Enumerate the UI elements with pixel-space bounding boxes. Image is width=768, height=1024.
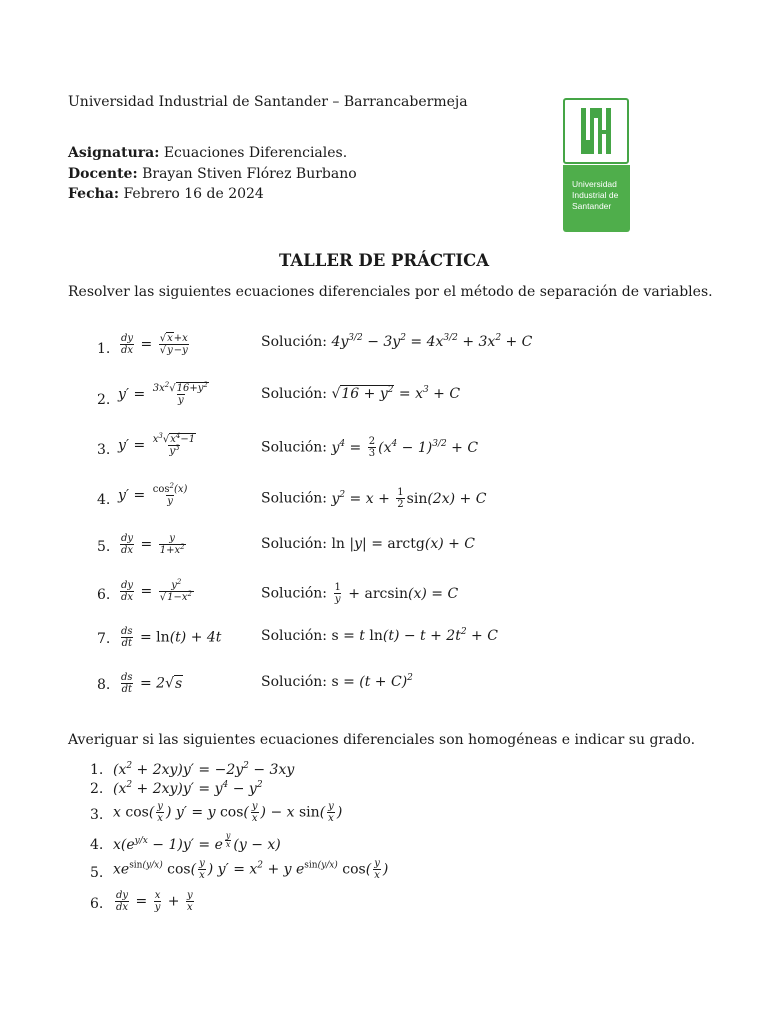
- s1-solution-4: Solución: $y^2 = x$ + $\frac{1}{2}$ sin(2x) + C: [261, 487, 487, 510]
- solution-label: Solución:: [261, 334, 327, 350]
- s1-number-4: 4.: [97, 492, 111, 508]
- logo-line-3: Santander: [572, 201, 612, 211]
- section1-instruction: Resolver las siguientes ecuaciones diferenciales por el método de separación de variables.: [68, 284, 713, 300]
- solution-label: Solución:: [261, 585, 327, 602]
- s2-number-3: 3.: [90, 807, 104, 823]
- s1-equation-5: $\frac{dy}{dx}$ = $\frac{y}{1+x^2}$: [121, 533, 185, 556]
- solution-label: Solución:: [261, 536, 327, 552]
- university-logo-text: [563, 165, 630, 232]
- date-label: Fecha:: [68, 186, 120, 202]
- solution-label: Solución:: [261, 439, 327, 456]
- s1-equation-8: $\frac{ds}{dt}$ = 2√s: [121, 672, 183, 695]
- subject-label: Asignatura:: [68, 145, 160, 161]
- s1-number-7: 7.: [97, 631, 111, 647]
- s2-number-1: 1.: [90, 762, 104, 778]
- s1-equation-7: $\frac{ds}{dt}$ = ln(t) + 4t: [121, 626, 222, 649]
- s1-solution-5: Solución: ln |y| = arctg(x) + C: [261, 536, 476, 552]
- s1-number-8: 8.: [97, 677, 111, 693]
- s1-solution-3: Solución: $y^4$ = $\frac{2}{3}$ $(x^4 - 1)^{3/2} + C$: [261, 436, 479, 459]
- s1-equation-3: y′ = $\frac{x^3√x^4-1}{y^3}$: [118, 432, 196, 457]
- s2-equation-6: $\frac{dy}{dx}$ = $\frac{x}{y}$ + $\frac{y}{x}$: [116, 890, 193, 913]
- teacher-value: Brayan Stiven Flórez Burbano: [142, 166, 357, 182]
- s1-equation-1: $\frac{dy}{dx}$ = $\frac{√x+x}{√y-y}$: [121, 333, 188, 356]
- s2-number-5: 5.: [90, 865, 104, 881]
- subject-value: Ecuaciones Diferenciales.: [163, 145, 348, 161]
- teacher-label: Docente:: [68, 166, 138, 182]
- s1-equation-4: y′ = $\frac{\cos^2(x)}{y}$: [118, 482, 188, 507]
- s2-equation-4: $x(e^{y/x} - 1)y' = e$ $^{\frac{y}{x}}$ (y − x): [113, 831, 281, 853]
- date-line: [68, 186, 264, 202]
- s1-solution-6: Solución: $\frac{1}{y}$ + arcsin(x) = C: [261, 582, 459, 605]
- page-title: TALLER DE PRÁCTICA: [278, 251, 490, 270]
- s2-number-2: 2.: [90, 781, 104, 797]
- s1-solution-8: Solución: $s = (t + C)^2$: [261, 673, 413, 690]
- solution-label: Solución:: [261, 386, 327, 402]
- section2-instruction: Averiguar si las siguientes ecuaciones diferenciales son homogéneas e indicar su grado.: [68, 732, 696, 748]
- s1-equation-2: y′ = $\frac{3x^2√16+y^2}{y}$: [118, 381, 208, 406]
- s2-equation-5: $xe^{sin(y/x)}$ cos( $\frac{y}{x}$ ) $y' = x^2 + y$ $e^{sin(y/x)}$ cos( $\frac{y}{x}$ ): [113, 858, 389, 881]
- s1-solution-7: Solución: s = t $\ln(t) - t + 2t^2 + C$: [261, 627, 498, 644]
- s1-number-1: 1.: [97, 341, 111, 357]
- s1-equation-6: $\frac{dy}{dx}$ = $\frac{y^2}{√1-x^2}$: [121, 578, 192, 603]
- s2-number-4: 4.: [90, 837, 104, 853]
- university-logo-emblem: [563, 98, 629, 164]
- s2-equation-3: x cos( $\frac{y}{x}$ ) y′ = y cos( $\frac{y}{x}$ ) − x sin( $\frac{y}{x}$ ): [113, 801, 343, 824]
- s1-number-6: 6.: [97, 587, 111, 603]
- s1-solution-2: Solución: $√16 + y^2 = x^3 + C$: [261, 385, 461, 402]
- logo-line-2: Industrial de: [572, 190, 619, 200]
- logo-line-1: Universidad: [572, 179, 617, 189]
- s2-number-6: 6.: [90, 896, 104, 912]
- solution-label: Solución:: [261, 628, 327, 644]
- subject-line: [68, 145, 347, 161]
- s1-number-2: 2.: [97, 392, 111, 408]
- university-name: Universidad Industrial de Santander – Barrancabermeja: [68, 94, 468, 110]
- date-value: Febrero 16 de 2024: [123, 186, 264, 202]
- teacher-line: [68, 166, 357, 182]
- s2-equation-2: $(x^2 + 2xy)y' = y^4 - y^2$: [113, 780, 263, 797]
- solution-label: Solución:: [261, 674, 327, 690]
- solution-label: Solución:: [261, 490, 327, 507]
- s1-solution-1: Solución: $4y^{3/2} - 3y^2 = 4x^{3/2} + 3x^2 + C$: [261, 333, 533, 350]
- s1-number-3: 3.: [97, 442, 111, 458]
- s2-equation-1: $(x^2 + 2xy)y' = -2y^2 - 3xy$: [113, 761, 295, 778]
- s1-number-5: 5.: [97, 539, 111, 555]
